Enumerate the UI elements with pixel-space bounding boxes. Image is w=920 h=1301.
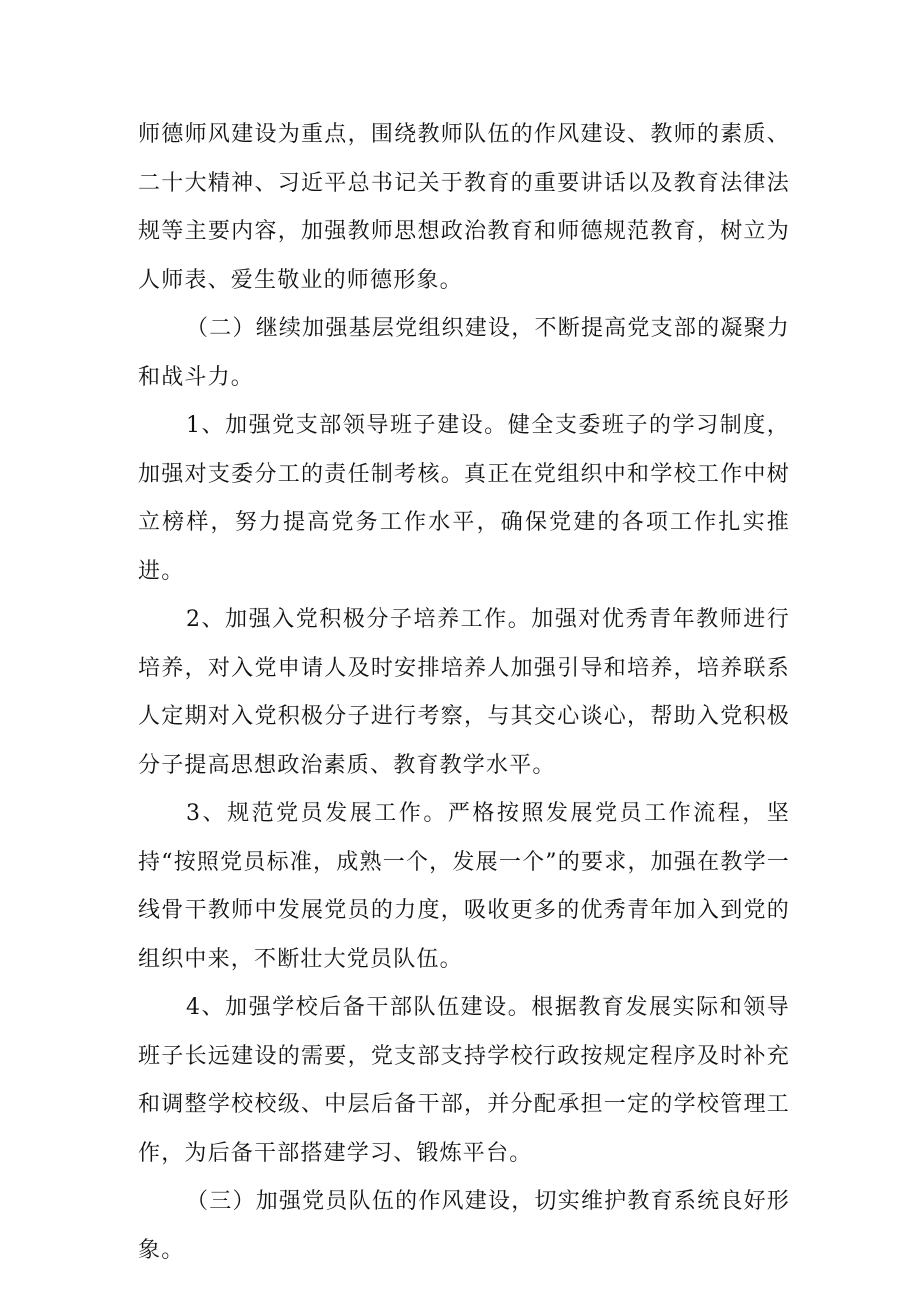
heading-member-conduct: （三）加强党员队伍的作风建设，切实维护教育系统良好形象。 [138, 1189, 790, 1263]
paragraph-teacher-ethics: 师德师风建设为重点，围绕教师队伍的作风建设、教师的素质、二十大精神、习近平总书记关于教育的重要讲话以及教育法律法规等主要内容，加强教师思想政治教育和师德规范教育，树立为人师表、爱生敬业的师德形象。 [138, 122, 790, 293]
paragraph-member-development: 3、规范党员发展工作。严格按照发展党员工作流程，坚持“按照党员标准，成熟一个，发展一个”的要求，加强在教学一线骨干教师中发展党员的力度，吸收更多的优秀青年加入到党的组织中来，不断壮大党员队伍。 [138, 801, 790, 972]
heading-party-organization: （二）继续加强基层党组织建设，不断提高党支部的凝聚力和战斗力。 [138, 316, 790, 390]
document-body [138, 111, 790, 1275]
paragraph-leadership-team: 1、加强党支部领导班子建设。健全支委班子的学习制度，加强对支委分工的责任制考核。真正在党组织中和学校工作中树立榜样，努力提高党务工作水平，确保党建的各项工作扎实推进。 [138, 413, 790, 584]
paragraph-activist-training: 2、加强入党积极分子培养工作。加强对优秀青年教师进行培养，对入党申请人及时安排培养人加强引导和培养，培养联系人定期对入党积极分子进行考察，与其交心谈心，帮助入党积极分子提高思想政治素质、教育教学水平。 [138, 607, 790, 778]
paragraph-reserve-cadres: 4、加强学校后备干部队伍建设。根据教育发展实际和领导班子长远建设的需要，党支部支持学校行政按规定程序及时补充和调整学校校级、中层后备干部，并分配承担一定的学校管理工作，为后备干部搭建学习、锻炼平台。 [138, 995, 790, 1166]
